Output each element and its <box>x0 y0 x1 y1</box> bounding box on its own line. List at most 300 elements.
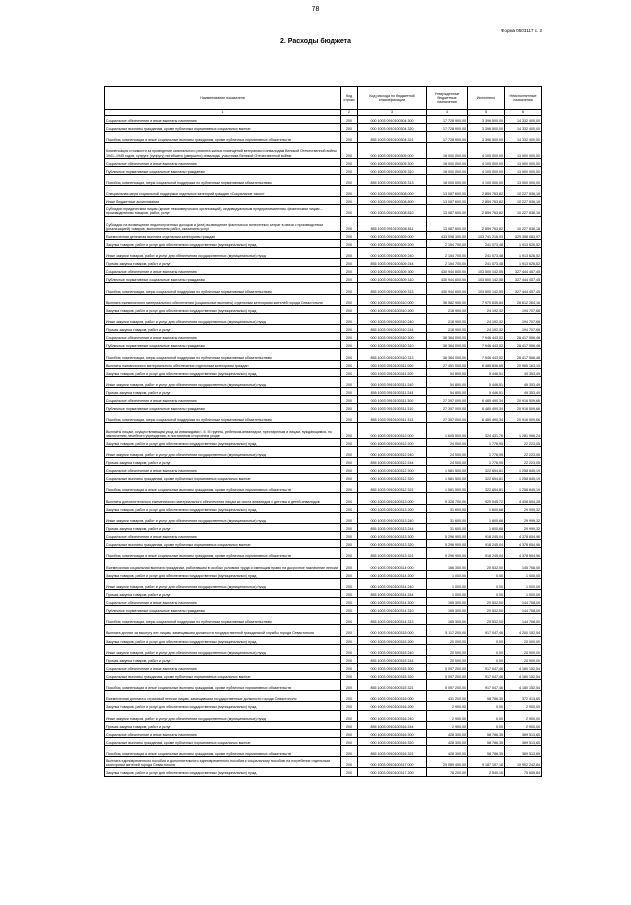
cell-remaining: 4 180 152,54 <box>505 680 542 691</box>
cell-code: 000 1003 0910100309 240 <box>358 248 427 259</box>
cell-line: 200 <box>341 578 358 589</box>
cell-name: Субсидии на возмещение недополученных доходов и (или) возмещение фактически понесенных затрат в связи с производством (реализацией) товаров, выполнением работ, оказанием услуг <box>105 216 341 231</box>
cell-name: Прочая закупка товаров, работ и услуг <box>105 721 341 729</box>
cell-name: Публичные нормативные социальные выплаты гражданам <box>105 275 341 283</box>
cell-code: 000 1003 0910100309 000 <box>358 231 427 239</box>
cell-name: Пособия, компенсации, меры социальной поддержки по публичным нормативным обязательствам <box>105 349 341 360</box>
cell-remaining: 1 000,00 <box>505 570 542 578</box>
cell-name: Закупка товаров, работ и услуг для обеспечения государственных (муниципальных) нужд <box>105 239 341 247</box>
cell-remaining: 1 913 626,52 <box>505 259 542 267</box>
table-row <box>105 267 542 275</box>
cell-line: 200 <box>341 205 358 216</box>
cell-remaining: 28 417 556,48 <box>505 333 542 341</box>
cell-executed: 918 245,04 <box>468 532 505 540</box>
table-row <box>105 174 542 185</box>
cell-name: Прочая закупка товаров, работ и услуг <box>105 655 341 663</box>
cell-remaining: 4 378 654,96 <box>505 548 542 559</box>
cell-name: Прочая закупка товаров, работ и услуг <box>105 325 341 333</box>
cell-name: Социальное обеспечение и иные выплаты населению <box>105 333 341 341</box>
cell-approved: 1 000,00 <box>427 570 468 578</box>
column-index: 2 <box>341 110 358 116</box>
table-row <box>105 474 542 482</box>
cell-name: Иные закупки товаров, работ и услуг для обеспечения государственных (муниципальных) нужд <box>105 313 341 324</box>
cell-approved: 27 451 000,00 <box>427 360 468 368</box>
cell-line: 200 <box>341 231 358 239</box>
cell-code: 000 1003 0910100315 300 <box>358 663 427 671</box>
cell-executed: 0,00 <box>468 589 505 597</box>
table-row <box>105 504 542 512</box>
cell-code: 855 1003 0910100316 244 <box>358 721 427 729</box>
cell-remaining: 49 353,49 <box>505 376 542 387</box>
cell-line: 200 <box>341 589 358 597</box>
cell-code: 855 1003 0910100311 244 <box>358 387 427 395</box>
cell-line: 200 <box>341 396 358 404</box>
cell-approved: 20 000,00 <box>427 636 468 644</box>
table-row <box>105 597 542 605</box>
cell-name: Иные закупки товаров, работ и услуг для обеспечения государственных (муниципальных) нужд <box>105 710 341 721</box>
cell-approved: 18 000 000,00 <box>427 166 468 174</box>
cell-approved: 31 600,00 <box>427 504 468 512</box>
cell-approved: 24 000,00 <box>427 458 468 466</box>
cell-line: 200 <box>341 746 358 757</box>
cell-line: 200 <box>341 680 358 691</box>
cell-code: 000 1003 0910100311 310 <box>358 404 427 412</box>
cell-approved: 5 117 200,00 <box>427 625 468 636</box>
cell-approved: 18 000 000,00 <box>427 158 468 166</box>
cell-executed: 58 786,35 <box>468 746 505 757</box>
cell-name: Иные закупки товаров, работ и услуг для обеспечения государственных (муниципальных) нужд <box>105 248 341 259</box>
cell-line: 200 <box>341 466 358 474</box>
cell-code: 000 1003 0910100310 300 <box>358 333 427 341</box>
cell-executed: 241 073,48 <box>468 259 505 267</box>
cell-executed: 0,00 <box>468 644 505 655</box>
cell-approved: 1 000,00 <box>427 578 468 589</box>
cell-approved: 36 364 000,00 <box>427 333 468 341</box>
table-row <box>105 625 542 636</box>
cell-remaining: 22 223,05 <box>505 438 542 446</box>
cell-executed: 7 946 443,52 <box>468 341 505 349</box>
cell-remaining: 4 180 152,54 <box>505 672 542 680</box>
cell-line: 200 <box>341 548 358 559</box>
cell-executed: 241 073,48 <box>468 248 505 259</box>
cell-approved: 13 087 600,00 <box>427 197 468 205</box>
table-row <box>105 368 542 376</box>
cell-code: 000 1003 0910100317 200 <box>358 768 427 776</box>
cell-code: 855 1003 0910100304 321 <box>358 132 427 143</box>
cell-name: Компенсация стоимости за проведение капитального ремонта жилых помещений ветеранам и инвалидам Великой Отечественной войны 1941–1945 годов, супруге (супругу) погибшего (умершего) инвалида, участника Великой Отечественной войны <box>105 143 341 158</box>
cell-remaining: 20 965 163,15 <box>505 360 542 368</box>
cell-approved: 428 300,00 <box>427 729 468 737</box>
cell-code: 000 1003 0910100308 810 <box>358 205 427 216</box>
cell-name: Публичные нормативные социальные выплаты гражданам <box>105 166 341 174</box>
cell-executed: 4 100 000,00 <box>468 166 505 174</box>
cell-executed: 1 776,95 <box>468 446 505 457</box>
cell-line: 200 <box>341 438 358 446</box>
cell-approved: 36 364 000,00 <box>427 349 468 360</box>
cell-line: 200 <box>341 559 358 570</box>
cell-name: Выплата единовременного пособия и дополнительного единовременного пособия к социальному пособию на погребение отдельным категориям жителей города Севастополя <box>105 757 341 768</box>
cell-line: 200 <box>341 474 358 482</box>
cell-executed: 7 946 443,52 <box>468 333 505 341</box>
cell-remaining: 2 900,00 <box>505 710 542 721</box>
expenses-table <box>104 86 542 777</box>
cell-name: Пособия, компенсации, меры социальной поддержки по публичным нормативным обязательствам <box>105 412 341 423</box>
table-row <box>105 349 542 360</box>
cell-approved: 17 728 900,00 <box>427 116 468 124</box>
table-row <box>105 523 542 531</box>
cell-executed: 0,00 <box>468 636 505 644</box>
cell-approved: 24 000,00 <box>427 446 468 457</box>
table-row <box>105 768 542 776</box>
cell-name: Социальное обеспечение и иные выплаты населению <box>105 466 341 474</box>
cell-remaining: 4 378 654,96 <box>505 532 542 540</box>
table-row <box>105 186 542 197</box>
cell-line: 200 <box>341 349 358 360</box>
cell-line: 200 <box>341 283 358 294</box>
column-index: 3 <box>358 110 427 116</box>
cell-code: 855 1003 0910100305 313 <box>358 174 427 185</box>
cell-approved: 165 300,00 <box>427 606 468 614</box>
cell-executed: 3 396 500,00 <box>468 124 505 132</box>
cell-code: 000 1003 0910100314 240 <box>358 578 427 589</box>
cell-line: 200 <box>341 672 358 680</box>
cell-name: Прочая закупка товаров, работ и услуг <box>105 589 341 597</box>
cell-name: Пособия, компенсации и иные социальные выплаты гражданам, кроме публичных нормативных обязательств <box>105 482 341 493</box>
cell-name: Иные закупки товаров, работ и услуг для обеспечения государственных (муниципальных) нужд <box>105 376 341 387</box>
cell-code: 855 1003 0910100313 244 <box>358 523 427 531</box>
cell-name: Пособия, компенсации, меры социальной поддержки по публичным нормативным обязательствам <box>105 283 341 294</box>
cell-line: 200 <box>341 341 358 349</box>
table-row <box>105 305 542 313</box>
cell-code: 855 1003 0910100311 313 <box>358 412 427 423</box>
header-name: Наименование показателя <box>105 87 341 110</box>
cell-approved: 1 581 500,00 <box>427 474 468 482</box>
cell-name: Пособия, компенсации и иные социальные выплаты гражданам, кроме публичных нормативных обязательств <box>105 132 341 143</box>
cell-approved: 27 397 000,00 <box>427 396 468 404</box>
section-title: 2. Расходы бюджета <box>280 38 351 45</box>
table-row <box>105 166 542 174</box>
cell-code: 000 1003 0910100305 300 <box>358 158 427 166</box>
cell-approved: 430 944 600,00 <box>427 283 468 294</box>
cell-code: 000 1003 0910100308 000 <box>358 186 427 197</box>
cell-code: 000 1003 0910100313 200 <box>358 504 427 512</box>
cell-name: Публичные нормативные социальные выплаты гражданам <box>105 404 341 412</box>
cell-code: 000 1003 0910100310 310 <box>358 341 427 349</box>
cell-approved: 18 000 000,00 <box>427 143 468 158</box>
cell-remaining: 1 258 845,19 <box>505 466 542 474</box>
cell-executed: 24 192,32 <box>468 313 505 324</box>
table-row <box>105 283 542 294</box>
cell-name: Ежемесячная денежная выплата отдельным категориям граждан <box>105 231 341 239</box>
cell-name: Закупка товаров, работ и услуг для обеспечения государственных (муниципальных) нужд <box>105 702 341 710</box>
cell-line: 200 <box>341 368 358 376</box>
cell-code: 000 1003 0910100317 000 <box>358 757 427 768</box>
table-row <box>105 548 542 559</box>
cell-line: 200 <box>341 570 358 578</box>
cell-name: Выплата ежемесячного материального обеспечения (социальные выплаты) отдельным категориям жителей города Севастополя <box>105 294 341 305</box>
cell-name: Закупка товаров, работ и услуг для обеспечения государственных (муниципальных) нужд <box>105 570 341 578</box>
cell-name: Иные бюджетные ассигнования <box>105 197 341 205</box>
cell-executed: 918 245,04 <box>468 540 505 548</box>
table-row <box>105 158 542 166</box>
cell-approved: 218 900,00 <box>427 313 468 324</box>
cell-executed: 2 859 763,82 <box>468 197 505 205</box>
cell-remaining: 1 258 845,19 <box>505 482 542 493</box>
cell-approved: 31 600,00 <box>427 523 468 531</box>
cell-name: Закупка товаров, работ и услуг для обеспечения государственных (муниципальных) нужд <box>105 368 341 376</box>
cell-line: 200 <box>341 305 358 313</box>
cell-line: 200 <box>341 625 358 636</box>
cell-name: Пособия, компенсации и иные социальные выплаты гражданам, кроме публичных нормативных обязательств <box>105 746 341 757</box>
cell-name: Выплаты лицам, осуществляющим уход за инвалидами I, II, III группы, ребенком-инвалидом, престарелым и лицам, нуждающимся, по заключению лечебного учреждения, в постоянном стороннем уходе <box>105 423 341 438</box>
cell-code: 000 1003 0910100314 000 <box>358 559 427 570</box>
cell-approved: 2 900,00 <box>427 702 468 710</box>
cell-executed: 58 786,35 <box>468 737 505 745</box>
cell-remaining: 194 707,68 <box>505 325 542 333</box>
cell-line: 200 <box>341 132 358 143</box>
cell-executed: 0,00 <box>468 702 505 710</box>
cell-remaining: 10 227 836,18 <box>505 216 542 231</box>
table-row <box>105 325 542 333</box>
cell-approved: 5 296 900,00 <box>427 548 468 559</box>
cell-code: 855 1003 0910100309 244 <box>358 259 427 267</box>
cell-name: Выплаты ежемесячного материального обеспечения отдельным категориям граждан <box>105 360 341 368</box>
cell-code: 000 1003 0910100315 240 <box>358 644 427 655</box>
table-row <box>105 540 542 548</box>
cell-name: Иные закупки товаров, работ и услуг для обеспечения государственных (муниципальных) нужд <box>105 644 341 655</box>
header-approved: Утвержденные бюджетные назначения <box>427 87 468 110</box>
table-row <box>105 239 542 247</box>
cell-approved: 1 581 500,00 <box>427 482 468 493</box>
cell-remaining: 369 513,65 <box>505 737 542 745</box>
cell-approved: 165 300,00 <box>427 614 468 625</box>
cell-approved: 428 300,00 <box>427 746 468 757</box>
cell-remaining: 329 358 083,97 <box>505 231 542 239</box>
cell-code: 000 1003 0910100311 240 <box>358 376 427 387</box>
cell-executed: 0,00 <box>468 570 505 578</box>
cell-remaining: 14 332 400,00 <box>505 124 542 132</box>
table-row <box>105 446 542 457</box>
cell-executed: 322 654,81 <box>468 482 505 493</box>
cell-remaining: 28 417 556,48 <box>505 341 542 349</box>
cell-remaining: 29 999,32 <box>505 523 542 531</box>
cell-name: Социальное обеспечение и иные выплаты населению <box>105 532 341 540</box>
cell-approved: 433 098 300,00 <box>427 231 468 239</box>
cell-line: 200 <box>341 124 358 132</box>
cell-line: 200 <box>341 116 358 124</box>
cell-remaining: 29 999,32 <box>505 504 542 512</box>
header-executed: Исполнено <box>468 87 505 110</box>
cell-line: 200 <box>341 267 358 275</box>
cell-name: Закупка товаров, работ и услуг для обеспечения государственных (муниципальных) нужд <box>105 768 341 776</box>
cell-line: 200 <box>341 259 358 267</box>
table-row <box>105 197 542 205</box>
cell-name: Прочая закупка товаров, работ и услуг <box>105 458 341 466</box>
cell-approved: 2 900,00 <box>427 721 468 729</box>
cell-line: 200 <box>341 412 358 423</box>
cell-line: 200 <box>341 493 358 504</box>
cell-remaining: 14 332 400,00 <box>505 132 542 143</box>
cell-line: 200 <box>341 655 358 663</box>
cell-approved: 218 900,00 <box>427 325 468 333</box>
cell-line: 200 <box>341 313 358 324</box>
header-remaining: Неисполненные назначения <box>505 87 542 110</box>
table-body <box>105 116 542 777</box>
cell-name: Пособия, компенсации и иные социальные выплаты гражданам, кроме публичных нормативных обязательств <box>105 548 341 559</box>
cell-code: 000 1003 0910100313 000 <box>358 493 427 504</box>
cell-approved: 5 296 900,00 <box>427 540 468 548</box>
cell-executed: 20 532,00 <box>468 614 505 625</box>
cell-remaining: 194 707,68 <box>505 313 542 324</box>
column-index: 1 <box>105 110 341 116</box>
table-row <box>105 710 542 721</box>
table-row <box>105 702 542 710</box>
cell-name: Субсидии юридическим лицам (кроме некоммерческих организаций), индивидуальным предпринимателям, физическим лицам – производителям товаров, работ, услуг <box>105 205 341 216</box>
cell-executed: 920 045,72 <box>468 493 505 504</box>
cell-approved: 54 800,00 <box>427 387 468 395</box>
cell-line: 200 <box>341 333 358 341</box>
cell-approved: 78 200,00 <box>427 768 468 776</box>
table-row <box>105 757 542 768</box>
table-row <box>105 116 542 124</box>
cell-executed: 58 786,35 <box>468 691 505 702</box>
cell-executed: 6 480 490,34 <box>468 396 505 404</box>
cell-code: 000 1003 0910100312 200 <box>358 438 427 446</box>
cell-executed: 4 100 000,00 <box>468 143 505 158</box>
cell-remaining: 14 332 400,00 <box>505 116 542 124</box>
cell-remaining: 75 659,84 <box>505 768 542 776</box>
cell-remaining: 144 768,00 <box>505 614 542 625</box>
cell-remaining: 10 227 836,18 <box>505 197 542 205</box>
cell-approved: 24 000,00 <box>427 438 468 446</box>
table-row <box>105 578 542 589</box>
cell-remaining: 20 916 509,66 <box>505 404 542 412</box>
cell-approved: 1 581 500,00 <box>427 466 468 474</box>
cell-code: 855 1003 0910100312 244 <box>358 458 427 466</box>
cell-remaining: 22 223,05 <box>505 446 542 457</box>
cell-code: 000 1003 0910100315 000 <box>358 625 427 636</box>
table-row <box>105 360 542 368</box>
cell-approved: 29 089 400,00 <box>427 757 468 768</box>
table-row <box>105 275 542 283</box>
table-header-row <box>105 87 542 110</box>
table-row <box>105 423 542 438</box>
cell-name: Социальное обеспечение и иные выплаты населению <box>105 396 341 404</box>
cell-name: Ежемесячная доплата к страховой пенсии лицам, замещавшим государственные должности города Севастополя <box>105 691 341 702</box>
table-row <box>105 570 542 578</box>
cell-line: 200 <box>341 702 358 710</box>
table-row <box>105 663 542 671</box>
cell-code: 000 1003 0910100312 320 <box>358 474 427 482</box>
cell-approved: 5 328 700,00 <box>427 493 468 504</box>
cell-executed: 103 500 142,55 <box>468 283 505 294</box>
cell-code: 855 1003 0910100308 811 <box>358 216 427 231</box>
cell-remaining: 29 999,32 <box>505 512 542 523</box>
cell-executed: 24 192,32 <box>468 305 505 313</box>
cell-name: Закупка товаров, работ и услуг для обеспечения государственных (муниципальных) нужд <box>105 636 341 644</box>
table-row <box>105 124 542 132</box>
cell-executed: 2 859 763,82 <box>468 216 505 231</box>
cell-line: 200 <box>341 691 358 702</box>
cell-approved: 5 097 200,00 <box>427 680 468 691</box>
column-index: 5 <box>468 110 505 116</box>
cell-approved: 31 600,00 <box>427 512 468 523</box>
cell-executed: 103 741 216,03 <box>468 231 505 239</box>
cell-name: Социальное обеспечение и иные выплаты населению <box>105 729 341 737</box>
cell-code: 000 1003 0910100309 200 <box>358 239 427 247</box>
cell-executed: 1 600,68 <box>468 523 505 531</box>
cell-remaining: 327 444 457,45 <box>505 275 542 283</box>
cell-code: 000 1003 0910100314 310 <box>358 606 427 614</box>
cell-name: Пособия, компенсации, меры социальной поддержки по публичным нормативным обязательствам <box>105 174 341 185</box>
cell-remaining: 2 900,00 <box>505 702 542 710</box>
cell-name: Прочая закупка товаров, работ и услуг <box>105 523 341 531</box>
cell-executed: 0,00 <box>468 721 505 729</box>
cell-approved: 5 097 200,00 <box>427 672 468 680</box>
cell-line: 200 <box>341 143 358 158</box>
table-row <box>105 132 542 143</box>
cell-code: 000 1003 0910100304 320 <box>358 124 427 132</box>
cell-remaining: 10 227 836,18 <box>505 205 542 216</box>
page-number: 78 <box>311 6 320 13</box>
cell-remaining: 13 900 000,00 <box>505 166 542 174</box>
table-row <box>105 636 542 644</box>
table-row <box>105 205 542 216</box>
cell-executed: 1 776,95 <box>468 458 505 466</box>
cell-code: 855 1003 0910100312 321 <box>358 482 427 493</box>
table-row <box>105 412 542 423</box>
table-row <box>105 259 542 267</box>
cell-code: 000 1003 0910100316 320 <box>358 737 427 745</box>
cell-name: Прочая закупка товаров, работ и услуг <box>105 387 341 395</box>
cell-line: 200 <box>341 597 358 605</box>
cell-line: 200 <box>341 614 358 625</box>
cell-code: 855 1003 0910100309 313 <box>358 283 427 294</box>
cell-code: 000 1003 0910100310 240 <box>358 313 427 324</box>
cell-name: Социальное обеспечение и иные выплаты населению <box>105 116 341 124</box>
table-row <box>105 438 542 446</box>
cell-executed: 7 946 443,52 <box>468 349 505 360</box>
cell-executed: 1 600,68 <box>468 512 505 523</box>
cell-approved: 2 154 700,00 <box>427 248 468 259</box>
cell-remaining: 369 513,65 <box>505 746 542 757</box>
cell-line: 200 <box>341 248 358 259</box>
column-index: 6 <box>505 110 542 116</box>
cell-code: 000 1003 0910100312 240 <box>358 446 427 457</box>
cell-executed: 917 047,46 <box>468 672 505 680</box>
cell-executed: 4 100 000,00 <box>468 174 505 185</box>
cell-approved: 20 000,00 <box>427 655 468 663</box>
cell-approved: 36 364 000,00 <box>427 341 468 349</box>
cell-executed: 241 073,48 <box>468 239 505 247</box>
cell-code: 000 1003 0910100314 200 <box>358 570 427 578</box>
cell-line: 200 <box>341 325 358 333</box>
table-row <box>105 614 542 625</box>
cell-executed: 324 431,76 <box>468 423 505 438</box>
cell-line: 200 <box>341 540 358 548</box>
cell-remaining: 2 900,00 <box>505 721 542 729</box>
cell-executed: 5 446,51 <box>468 368 505 376</box>
cell-approved: 1 605 500,00 <box>427 423 468 438</box>
table-row <box>105 532 542 540</box>
cell-approved: 13 087 600,00 <box>427 205 468 216</box>
cell-remaining: 20 916 509,66 <box>505 396 542 404</box>
cell-code: 000 1003 0910100316 000 <box>358 691 427 702</box>
table-row <box>105 606 542 614</box>
cell-approved: 2 154 700,00 <box>427 239 468 247</box>
table-row <box>105 404 542 412</box>
cell-approved: 1 000,00 <box>427 589 468 597</box>
